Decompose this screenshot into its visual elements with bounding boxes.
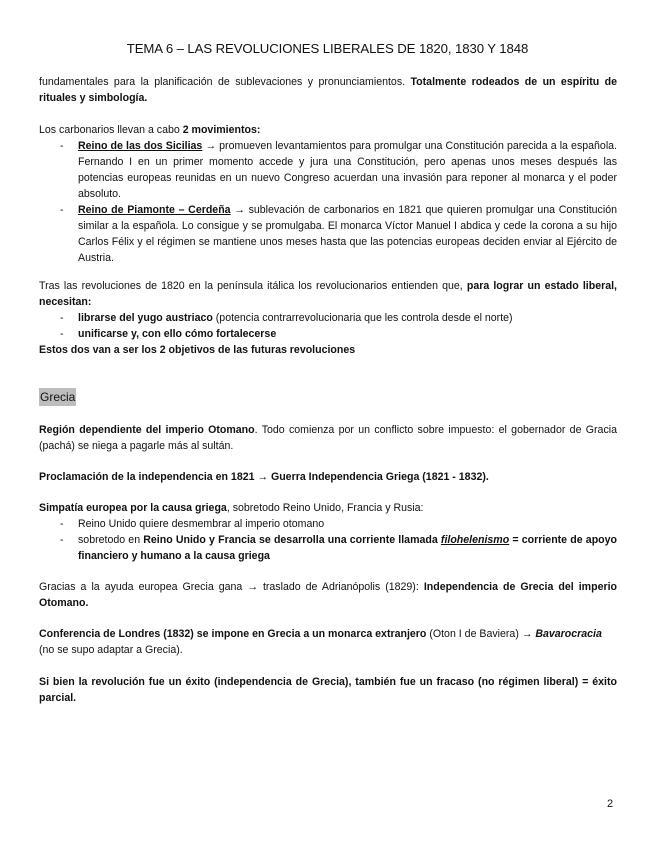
- list-item: [39, 202, 617, 266]
- grecia-p2: [39, 469, 617, 485]
- grecia-p5: [39, 626, 617, 658]
- grecia-p4-text: Gracias a la ayuda europea Grecia gana → traslado de Adrianópolis (1829):: [39, 581, 424, 593]
- sicilias-text: promueven levantamientos para promulgar una Constitución parecida a la española. Fernando I en un primer momento accede y jura una Constitución, pero apenas unos meses después las potencias europeas reunidas en un nuevo Congreso acuerdan una invasión para reponer al monarca y el poder absoluto.: [78, 140, 618, 200]
- bavarocracia-term: Bavarocracia: [535, 628, 602, 640]
- sicilias-name: Reino de las dos Sicilias: [78, 140, 203, 152]
- grecia-p1: [39, 422, 617, 454]
- page-number: 2: [607, 798, 614, 810]
- grecia-p3-lead: [39, 500, 617, 516]
- grecia-p6-bold: Si bien la revolución fue un éxito (independencia de Grecia), también fue un fracaso (no régimen liberal) = éxito parcial.: [39, 676, 617, 704]
- grecia-p4-bold: Independencia de Grecia del imperio Otomano.: [39, 581, 617, 609]
- list-item: [39, 310, 617, 326]
- section-heading-grecia: Grecia: [40, 390, 76, 404]
- carbonarios-lead: [39, 122, 617, 138]
- tras-item-text: (potencia contrarrevolucionaria que les controla desde el norte): [212, 312, 513, 324]
- carbonarios-section: [39, 122, 617, 266]
- grecia-p3-bold: Simpatía europea por la causa griega: [39, 502, 227, 514]
- list-item: [39, 326, 617, 342]
- page-title: TEMA 6 – LAS REVOLUCIONES LIBERALES DE 1820, 1830 Y 1848: [126, 41, 529, 56]
- filohelenismo-term: filohelenismo: [440, 534, 510, 546]
- tras-item-bold: librarse del yugo austriaco: [78, 312, 213, 324]
- grecia-p1-bold: Región dependiente del imperio Otomano: [39, 424, 255, 436]
- grecia-p5-bold: Conferencia de Londres (1832) se impone en Grecia a un monarca extranjero: [39, 628, 427, 640]
- grecia-p3-item1: Reino Unido quiere desmembrar al imperio otomano: [78, 518, 325, 530]
- tras-closing-bold: Estos dos van a ser los 2 objetivos de las futuras revoluciones: [39, 344, 356, 356]
- tras-list: [39, 310, 617, 342]
- grecia-p3-item2-bold: Reino Unido y Francia se desarrolla una corriente llamada: [143, 534, 441, 546]
- tras-section: [39, 278, 617, 358]
- list-item: [39, 138, 617, 202]
- grecia-p3-list: [39, 516, 617, 564]
- intro-paragraph: [39, 74, 617, 106]
- list-item: [39, 532, 617, 564]
- grecia-p5-text2: (no se supo adaptar a Grecia).: [39, 644, 183, 656]
- piamonte-text: sublevación de carbonarios en 1821 que quieren promulgar una Constitución similar a la española. Lo consigue y se promulgaba. El monarca Víctor Manuel I abdica y cede la corona a su hijo Carlos Félix y el régimen se mantiene unos meses hasta que las potencias europeas deciden enviar al Ejército de Austria.: [78, 204, 617, 264]
- list-item: [39, 516, 617, 532]
- grecia-p6: [39, 674, 617, 706]
- grecia-p3-item2-post: = corriente de apoyo financiero y humano a la causa griega: [78, 534, 617, 562]
- arrow-icon: →: [202, 140, 220, 152]
- tras-item-bold: unificarse y, con ello cómo fortalecerse: [78, 328, 277, 340]
- tras-closing: [39, 342, 617, 358]
- tras-text: Tras las revoluciones de 1820 en la península itálica los revolucionarios entienden que,: [39, 280, 467, 292]
- grecia-p3-text: , sobretodo Reino Unido, Francia y Rusia:: [226, 502, 424, 514]
- grecia-p1-text: . Todo comienza por un conflicto sobre impuesto: el gobernador de Gracia (pachá) se niega a pagarle más al sultán.: [39, 424, 617, 452]
- grecia-p3: [39, 500, 617, 564]
- grecia-p3-item2-pre: sobretodo en: [78, 534, 144, 546]
- intro-text: fundamentales para la planificación de sublevaciones y pronunciamientos.: [39, 76, 411, 88]
- tras-paragraph: [39, 278, 617, 310]
- piamonte-name: Reino de Piamonte – Cerdeña: [78, 204, 231, 216]
- carbonarios-lead-text: Los carbonarios llevan a cabo: [39, 124, 183, 136]
- arrow-icon: →: [230, 204, 249, 216]
- tras-bold: para lograr un estado liberal, necesitan:: [39, 280, 617, 308]
- carbonarios-lead-bold: 2 movimientos:: [182, 124, 261, 136]
- grecia-p5-text: (Oton I de Baviera) →: [426, 628, 536, 640]
- intro-bold: Totalmente rodeados de un espíritu de rituales y simbología.: [39, 76, 617, 104]
- carbonarios-list: [39, 138, 617, 266]
- grecia-p4: [39, 579, 617, 611]
- grecia-p2-bold: Proclamación de la independencia en 1821 → Guerra Independencia Griega (1821 - 1832).: [39, 471, 489, 483]
